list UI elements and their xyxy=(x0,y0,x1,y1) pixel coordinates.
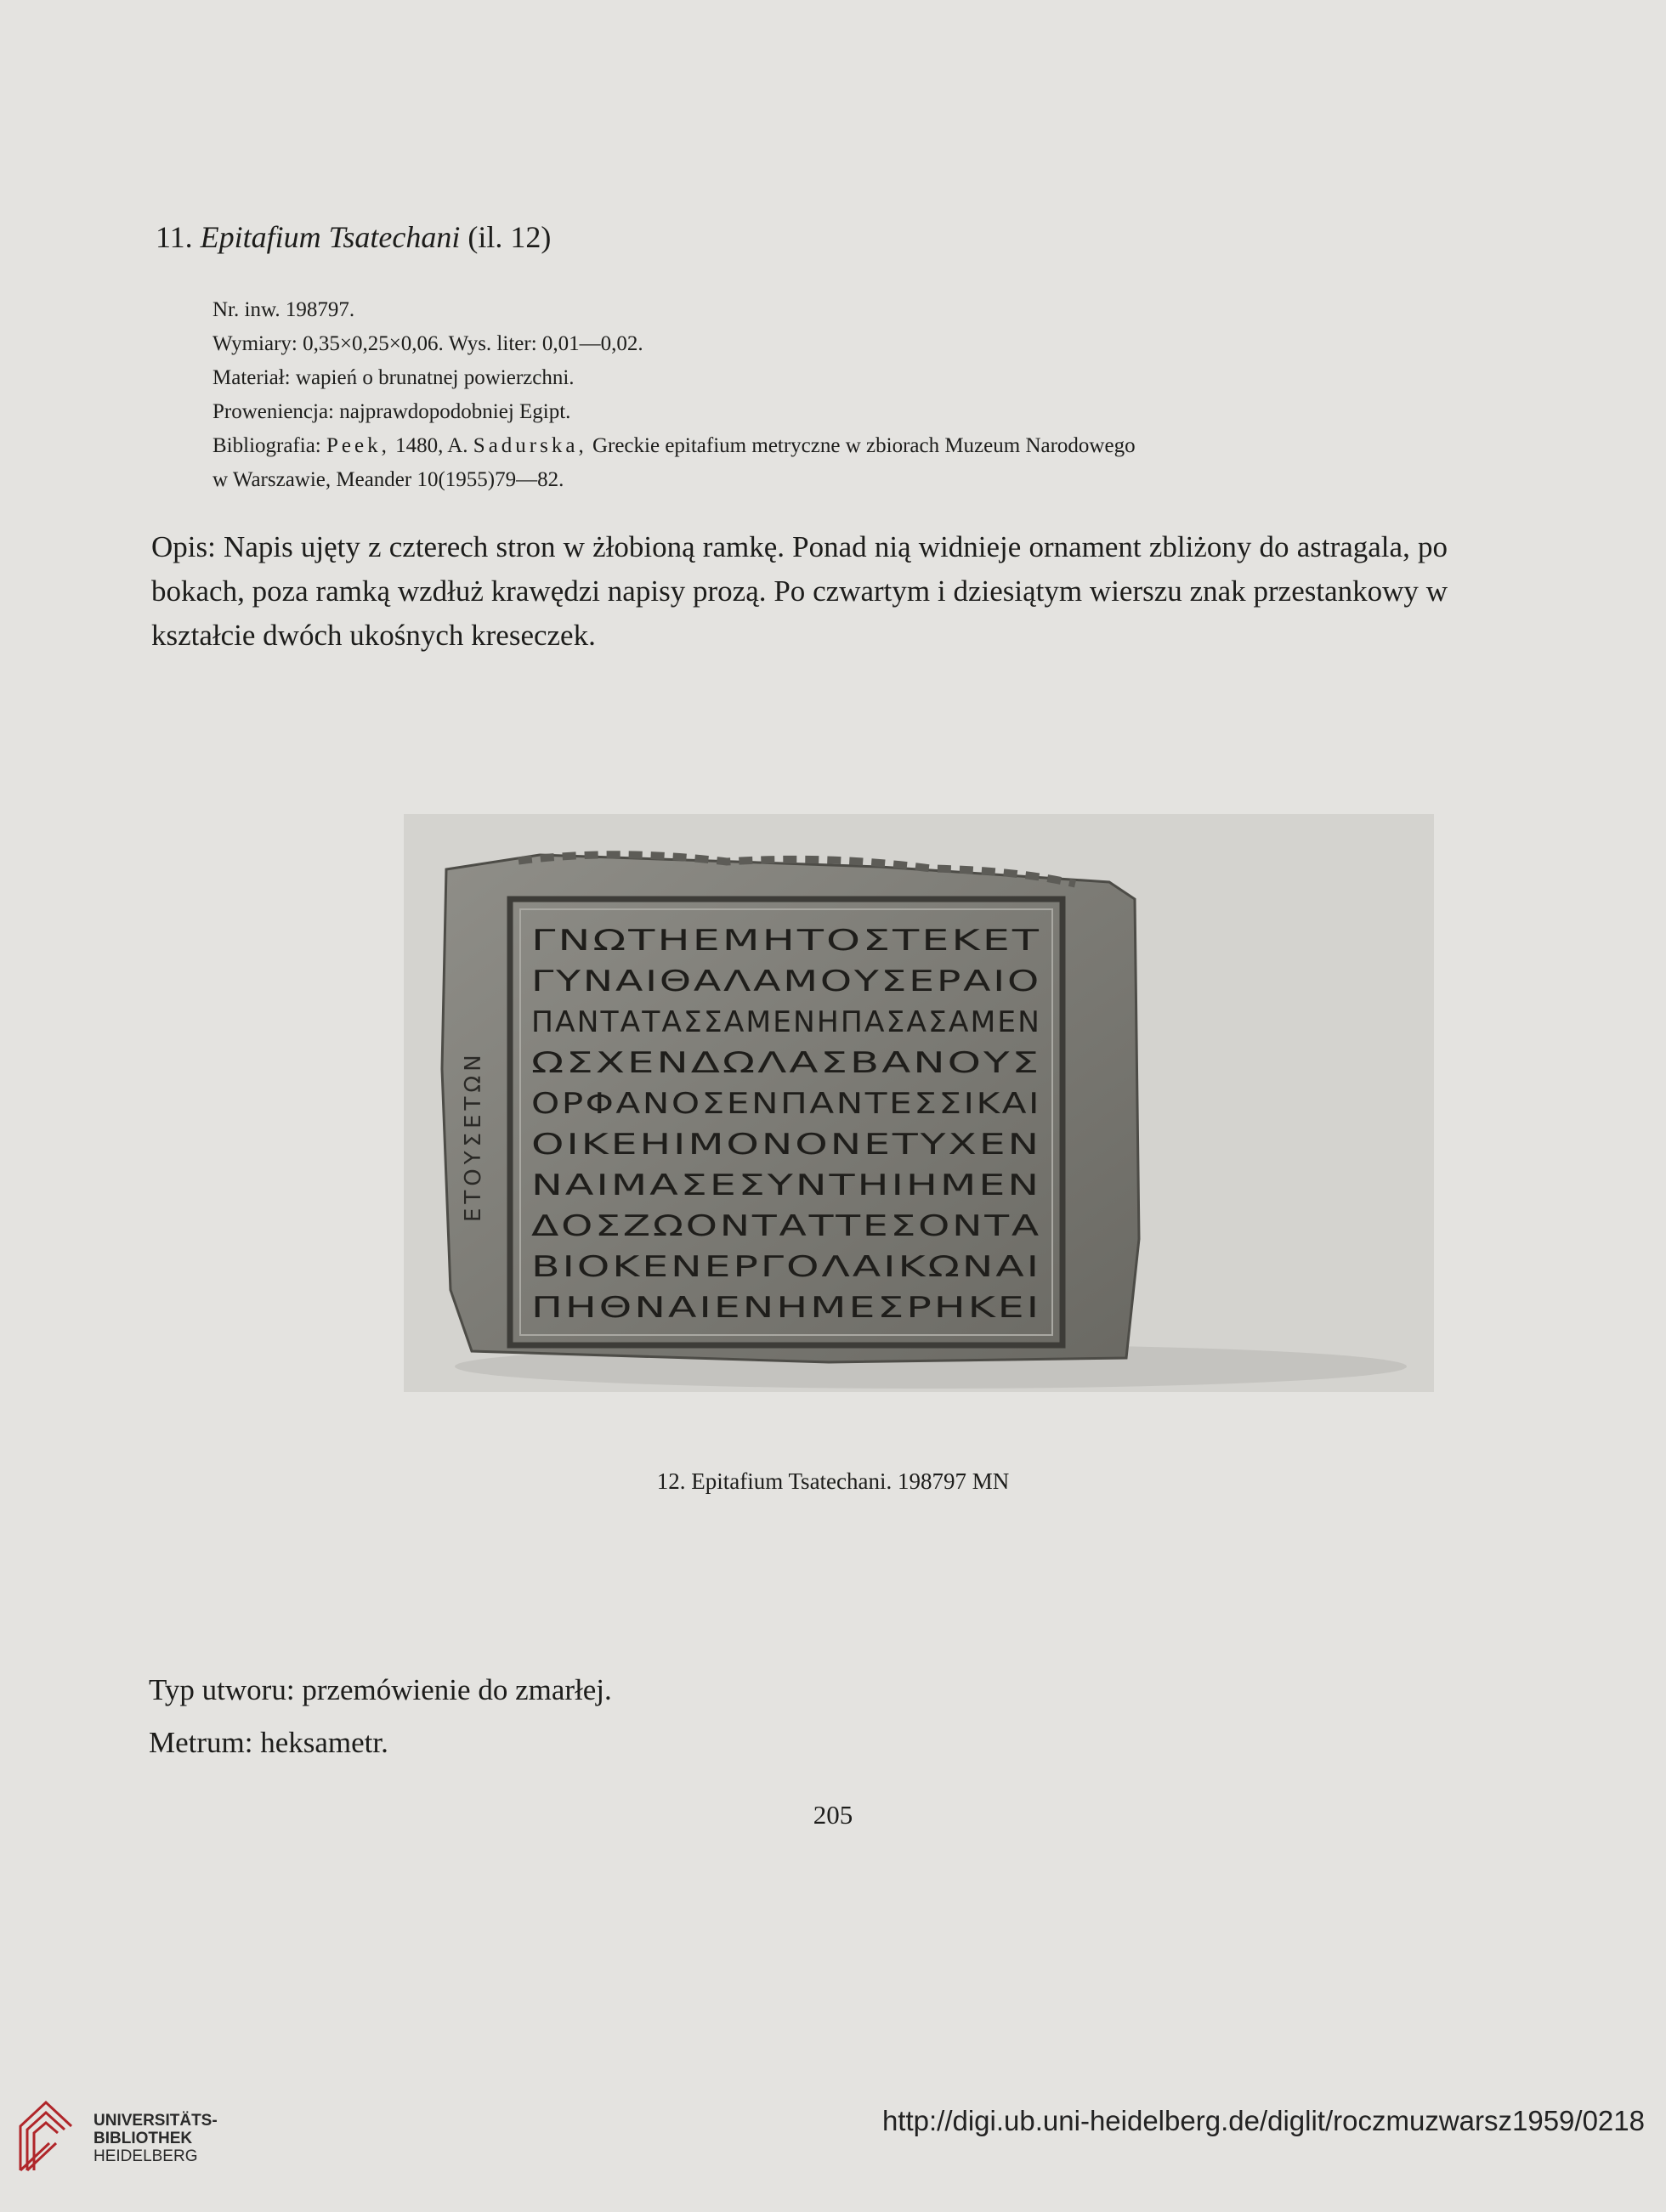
provenance-line: Proweniencja: najprawdopodobniej Egipt. xyxy=(212,400,571,423)
inscription-line: ΔΟΣΖΩΟΝΤΑΤΤΕΣΟΝΤΑ xyxy=(531,1209,1041,1243)
description-label: Opis: xyxy=(151,530,216,563)
library-logo-text: UNIVERSITÄTS- BIBLIOTHEK HEIDELBERG xyxy=(94,2112,218,2165)
entry-heading xyxy=(156,219,551,255)
catalogue-metadata xyxy=(212,293,1454,497)
stele-image xyxy=(404,814,1434,1392)
inscription-line: ΟΡΦΑΝΟΣΕΝΠΑΝΤΕΣΣΙΚΑΙ xyxy=(531,1087,1041,1121)
page-number: 205 xyxy=(813,1800,853,1830)
figure-caption: 12. Epitafium Tsatechani. 198797 MN xyxy=(656,1468,1010,1494)
dimensions-line: Wymiary: 0,35×0,25×0,06. Wys. liter: 0,01—0,02. xyxy=(212,332,643,355)
inscription-line: ΩΣΧΕΝΔΩΛΑΣΒΑΝΟΥΣ xyxy=(531,1046,1041,1080)
inventory-line: Nr. inw. 198797. xyxy=(212,298,355,321)
inscription-line: ΝΑΙΜΑΣΕΣΥΝΤΗΙΗΜΕΝ xyxy=(531,1168,1041,1202)
source-url-link[interactable]: http://digi.ub.uni-heidelberg.de/diglit/roczmuzwarsz1959/0218 xyxy=(881,2105,1645,2136)
poem-info xyxy=(149,1664,612,1769)
inscription-line: ΠΑΝΤΑΤΑΣΣΑΜΕΝΗΠΑΣΑΣΑΜΕΝ xyxy=(531,1005,1041,1039)
university-library-logo-icon xyxy=(15,2092,76,2177)
bibliography-line: Bibliografia: Peek, 1480, A. Sadurska, Greckie epitafium metryczne w zbiorach Muzeum Narodowego xyxy=(212,434,1136,457)
description-text: Napis ujęty z czterech stron w żłobioną ramkę. Ponad nią widnieje ornament zbliżony do astragala, po bokach, poza ramką wzdłuż krawędzi napisy prozą. Po czwartym i dziesiątym wierszu znak przestankowy w kształcie dwóch ukośnych kreseczek. xyxy=(151,530,1448,652)
inscription-line: ΟΙΚΕΗΙΜΟΝΟΝΕΤΥΧΕΝ xyxy=(531,1128,1041,1162)
inscription-line: ΒΙΟΚΕΝΕΡΓΟΛΑΙΚΩΝΑΙ xyxy=(531,1250,1041,1284)
entry-title: Epitafium Tsatechani xyxy=(200,220,461,254)
side-inscription: ΕΤΟΥΣΕΤΩΝ xyxy=(461,1050,486,1222)
inscription-line: ΓΝΩΤΗΕΜΗΤΟΣΤΕΚΕΤ xyxy=(531,924,1041,958)
bibliography-line-2: w Warszawie, Meander 10(1955)79—82. xyxy=(212,468,564,491)
material-line: Materiał: wapień o brunatnej powierzchni. xyxy=(212,366,575,389)
inscription-line: ΠΗΘΝΑΙΕΝΗΜΕΣΡΗΚΕΙ xyxy=(531,1291,1041,1325)
description-paragraph xyxy=(151,525,1448,658)
poem-type: Typ utworu: przemówienie do zmarłej. xyxy=(149,1673,612,1706)
inscription-photo xyxy=(404,814,1434,1392)
poem-metre: Metrum: heksametr. xyxy=(149,1726,388,1759)
entry-figure-ref: (il. 12) xyxy=(468,220,552,254)
inscription-line: ΓΥΝΑΙΘΑΛΑΜΟΥΣΕΡΑΙΟ xyxy=(531,965,1041,999)
entry-number: 11. xyxy=(156,220,193,254)
